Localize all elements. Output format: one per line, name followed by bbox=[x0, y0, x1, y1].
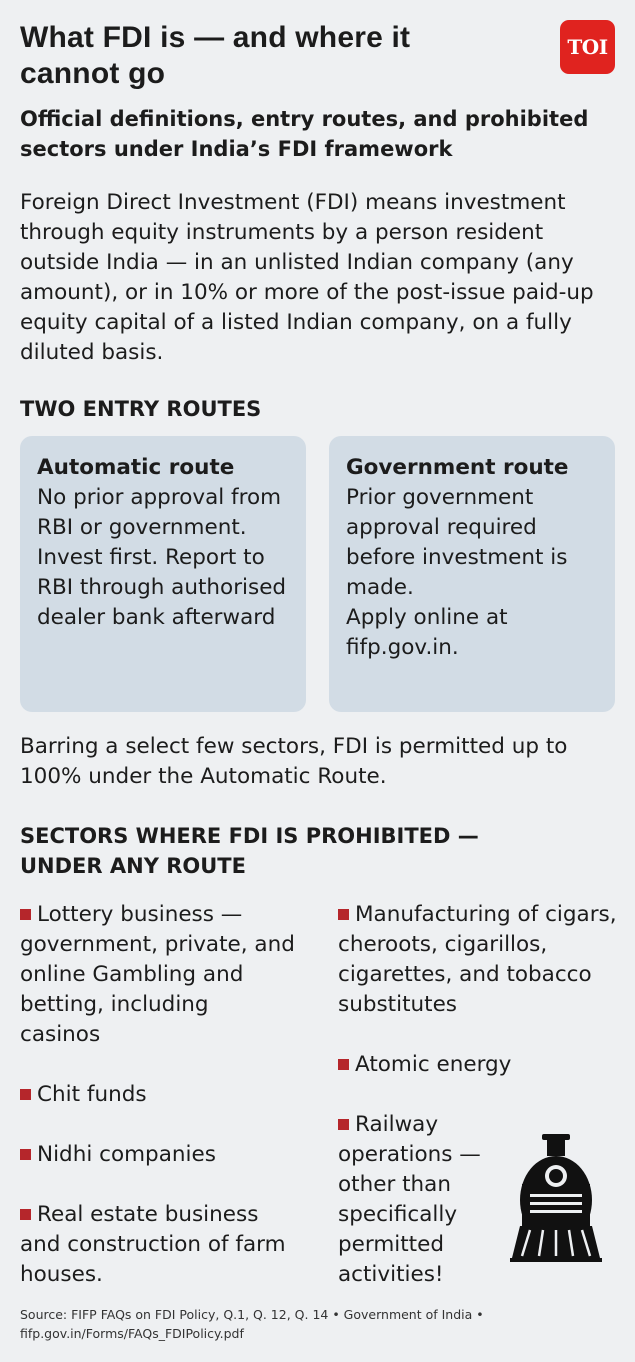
list-item: Real estate business and construction of farm houses. bbox=[20, 1202, 286, 1287]
list-item: Chit funds bbox=[20, 1080, 295, 1110]
automatic-route-card bbox=[20, 436, 306, 712]
list-item: Lottery business — government, private, and online Gambling and betting, including casinos bbox=[20, 902, 295, 1047]
government-route-card bbox=[329, 436, 615, 712]
intro-paragraph: Foreign Direct Investment (FDI) means investment through equity instruments by a person resident outside India — in an unlisted Indian company (any amount), or in 10% or more of the post-issue paid-up equity capital of a listed Indian company, on a fully diluted basis. bbox=[20, 190, 594, 365]
government-route-title: Government route bbox=[346, 455, 569, 480]
automatic-route-title: Automatic route bbox=[37, 455, 235, 480]
list-item: Manufacturing of cigars, cheroots, cigarillos, cigarettes, and tobacco substitutes bbox=[338, 902, 617, 1017]
prohibited-heading: SECTORS WHERE FDI IS PROHIBITED — UNDER ANY ROUTE bbox=[20, 824, 479, 878]
routes-heading: TWO ENTRY ROUTES bbox=[20, 397, 262, 421]
bullet-square-icon bbox=[338, 1059, 349, 1070]
government-route-body: Prior government approval required before investment is made. bbox=[346, 485, 568, 600]
barring-note: Barring a select few sectors, FDI is permitted up to 100% under the Automatic Route. bbox=[20, 734, 568, 789]
bullet-square-icon bbox=[338, 909, 349, 920]
bullet-square-icon bbox=[338, 1119, 349, 1130]
list-item: Railway operations — other than specifically permitted activities! bbox=[338, 1112, 481, 1287]
bullet-square-icon bbox=[20, 1209, 31, 1220]
bullet-square-icon bbox=[20, 909, 31, 920]
bullet-square-icon bbox=[20, 1089, 31, 1100]
list-item: Atomic energy bbox=[338, 1050, 623, 1080]
page-title: What FDI is — and where it cannot go bbox=[20, 21, 411, 90]
bullet-square-icon bbox=[20, 1149, 31, 1160]
source-note: Source: FIFP FAQs on FDI Policy, Q.1, Q. 12, Q. 14 • Government of India • fifp.gov.in/Forms/FAQs_FDIPolicy.pdf bbox=[20, 1307, 484, 1341]
government-route-apply: Apply online at fifp.gov.in. bbox=[346, 605, 508, 660]
page-subtitle: Official definitions, entry routes, and prohibited sectors under India’s FDI framework bbox=[20, 107, 589, 161]
toi-logo: TOI bbox=[560, 20, 615, 74]
locomotive-icon bbox=[510, 1130, 602, 1262]
list-item: Nidhi companies bbox=[20, 1140, 295, 1170]
automatic-route-body: No prior approval from RBI or government. Invest first. Report to RBI through authorised dealer bank afterward bbox=[37, 485, 287, 630]
